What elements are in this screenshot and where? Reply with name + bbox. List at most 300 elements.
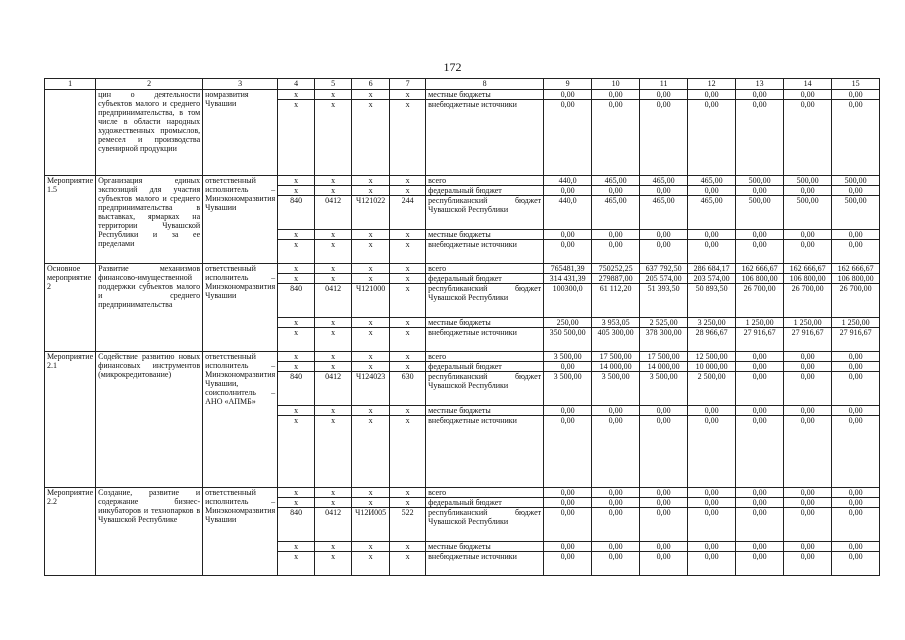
amount-cell: 0,00	[640, 552, 688, 576]
amount-cell: 0,00	[688, 240, 736, 264]
funding-source: внебюджетные источники	[426, 100, 544, 176]
amount-cell: 0,00	[544, 406, 592, 416]
section-code: x	[315, 488, 352, 498]
section-code: x	[315, 416, 352, 488]
amount-cell: 14 000,00	[640, 362, 688, 372]
amount-cell: 637 792,50	[640, 264, 688, 274]
grbs-code: x	[278, 274, 315, 284]
grbs-code: x	[278, 264, 315, 274]
amount-cell: 27 916,67	[736, 328, 784, 352]
expense-type-code: x	[390, 274, 426, 284]
amount-cell: 203 574,00	[688, 274, 736, 284]
amount-cell: 0,00	[688, 498, 736, 508]
column-header: 10	[592, 79, 640, 90]
amount-cell: 0,00	[736, 90, 784, 100]
column-header: 13	[736, 79, 784, 90]
target-code: x	[352, 542, 390, 552]
funding-source: республиканский бюджет Чувашской Республики	[426, 196, 544, 230]
amount-cell: 0,00	[736, 230, 784, 240]
funding-source: местные бюджеты	[426, 230, 544, 240]
amount-cell: 0,00	[592, 488, 640, 498]
amount-cell: 0,00	[784, 352, 832, 362]
amount-cell: 0,00	[736, 416, 784, 488]
amount-cell: 26 700,00	[832, 284, 880, 318]
expense-type-code: x	[390, 328, 426, 352]
expense-type-code: x	[390, 186, 426, 196]
amount-cell: 0,00	[832, 186, 880, 196]
funding-source: всего	[426, 488, 544, 498]
amount-cell: 0,00	[688, 186, 736, 196]
amount-cell: 106 800,00	[736, 274, 784, 284]
expense-type-code: 522	[390, 508, 426, 542]
amount-cell: 0,00	[688, 406, 736, 416]
amount-cell: 0,00	[784, 240, 832, 264]
amount-cell: 0,00	[832, 552, 880, 576]
amount-cell: 465,00	[640, 176, 688, 186]
amount-cell: 1 250,00	[736, 318, 784, 328]
amount-cell: 0,00	[832, 362, 880, 372]
amount-cell: 0,00	[544, 552, 592, 576]
amount-cell: 3 500,00	[592, 372, 640, 406]
expense-type-code: x	[390, 318, 426, 328]
amount-cell: 440,0	[544, 176, 592, 186]
expense-type-code: x	[390, 352, 426, 362]
table-row	[45, 488, 880, 498]
section-code: x	[315, 362, 352, 372]
grbs-code: x	[278, 488, 315, 498]
amount-cell: 106 800,00	[784, 274, 832, 284]
target-code: Ч121022	[352, 196, 390, 230]
amount-cell: 162 666,67	[784, 264, 832, 274]
grbs-code: x	[278, 362, 315, 372]
amount-cell: 0,00	[544, 240, 592, 264]
amount-cell: 500,00	[832, 176, 880, 186]
amount-cell: 500,00	[784, 196, 832, 230]
section-code: 0412	[315, 508, 352, 542]
section-code: x	[315, 176, 352, 186]
amount-cell: 500,00	[736, 176, 784, 186]
grbs-code: x	[278, 542, 315, 552]
amount-cell: 0,00	[544, 100, 592, 176]
expense-type-code: x	[390, 362, 426, 372]
amount-cell: 0,00	[592, 100, 640, 176]
column-header: 9	[544, 79, 592, 90]
amount-cell: 0,00	[784, 542, 832, 552]
table-row	[45, 264, 880, 274]
amount-cell: 0,00	[784, 488, 832, 498]
amount-cell: 0,00	[736, 352, 784, 362]
funding-source: федеральный бюджет	[426, 186, 544, 196]
amount-cell: 205 574,00	[640, 274, 688, 284]
table-body	[45, 90, 880, 576]
expense-type-code: x	[390, 90, 426, 100]
amount-cell: 0,00	[832, 542, 880, 552]
column-header: 4	[278, 79, 315, 90]
funding-source: местные бюджеты	[426, 90, 544, 100]
column-header: 6	[352, 79, 390, 90]
measure-name: Основное мероприятие 2	[45, 264, 96, 352]
amount-cell: 250,00	[544, 318, 592, 328]
amount-cell: 0,00	[832, 230, 880, 240]
amount-cell: 26 700,00	[784, 284, 832, 318]
responsible-executor: ответственный исполнитель – Минэкономразвития Чувашии	[203, 176, 278, 264]
section-code: x	[315, 552, 352, 576]
amount-cell: 0,00	[544, 542, 592, 552]
amount-cell: 0,00	[544, 508, 592, 542]
amount-cell: 0,00	[592, 90, 640, 100]
amount-cell: 500,00	[736, 196, 784, 230]
section-code: x	[315, 406, 352, 416]
funding-source: федеральный бюджет	[426, 498, 544, 508]
amount-cell: 0,00	[688, 488, 736, 498]
column-header: 5	[315, 79, 352, 90]
responsible-executor: ответственный исполнитель – Минэкономразвития Чувашии	[203, 488, 278, 576]
amount-cell: 106 800,00	[832, 274, 880, 284]
target-code: x	[352, 274, 390, 284]
amount-cell: 0,00	[544, 416, 592, 488]
amount-cell: 3 500,00	[640, 372, 688, 406]
amount-cell: 0,00	[784, 406, 832, 416]
section-code: 0412	[315, 284, 352, 318]
amount-cell: 17 500,00	[640, 352, 688, 362]
amount-cell: 0,00	[736, 406, 784, 416]
amount-cell: 0,00	[832, 488, 880, 498]
amount-cell: 0,00	[544, 90, 592, 100]
amount-cell: 0,00	[640, 498, 688, 508]
amount-cell: 100300,0	[544, 284, 592, 318]
target-code: x	[352, 498, 390, 508]
amount-cell: 0,00	[592, 552, 640, 576]
amount-cell: 378 300,00	[640, 328, 688, 352]
measure-name	[45, 90, 96, 176]
section-code: x	[315, 186, 352, 196]
amount-cell: 0,00	[784, 90, 832, 100]
amount-cell: 162 666,67	[832, 264, 880, 274]
amount-cell: 10 000,00	[688, 362, 736, 372]
amount-cell: 0,00	[544, 362, 592, 372]
amount-cell: 0,00	[784, 498, 832, 508]
column-header: 1	[45, 79, 96, 90]
amount-cell: 27 916,67	[784, 328, 832, 352]
amount-cell: 0,00	[832, 498, 880, 508]
amount-cell: 0,00	[592, 542, 640, 552]
amount-cell: 3 953,05	[592, 318, 640, 328]
amount-cell: 0,00	[688, 100, 736, 176]
section-code: 0412	[315, 196, 352, 230]
expense-type-code: x	[390, 498, 426, 508]
amount-cell: 0,00	[640, 508, 688, 542]
amount-cell: 0,00	[640, 230, 688, 240]
column-header: 2	[96, 79, 203, 90]
target-code: x	[352, 406, 390, 416]
section-code: x	[315, 274, 352, 284]
amount-cell: 0,00	[688, 230, 736, 240]
amount-cell: 0,00	[736, 508, 784, 542]
amount-cell: 0,00	[640, 186, 688, 196]
amount-cell: 500,00	[784, 176, 832, 186]
amount-cell: 0,00	[784, 508, 832, 542]
amount-cell: 0,00	[592, 406, 640, 416]
column-header: 8	[426, 79, 544, 90]
amount-cell: 440,0	[544, 196, 592, 230]
column-header: 7	[390, 79, 426, 90]
target-code: x	[352, 318, 390, 328]
funding-source: республиканский бюджет Чувашской Республики	[426, 372, 544, 406]
column-header: 3	[203, 79, 278, 90]
header-row	[45, 79, 880, 90]
grbs-code: x	[278, 186, 315, 196]
amount-cell: 0,00	[544, 488, 592, 498]
amount-cell: 0,00	[544, 230, 592, 240]
target-code: x	[352, 240, 390, 264]
amount-cell: 750252,25	[592, 264, 640, 274]
amount-cell: 0,00	[784, 552, 832, 576]
amount-cell: 28 966,67	[688, 328, 736, 352]
target-code: x	[352, 100, 390, 176]
measure-name: Мероприятие 1.5	[45, 176, 96, 264]
section-code: x	[315, 542, 352, 552]
grbs-code: x	[278, 100, 315, 176]
amount-cell: 0,00	[736, 552, 784, 576]
section-code: x	[315, 498, 352, 508]
funding-source: федеральный бюджет	[426, 362, 544, 372]
amount-cell: 0,00	[640, 488, 688, 498]
amount-cell: 0,00	[592, 186, 640, 196]
amount-cell: 0,00	[640, 416, 688, 488]
grbs-code: x	[278, 328, 315, 352]
amount-cell: 465,00	[592, 176, 640, 186]
amount-cell: 0,00	[784, 186, 832, 196]
measure-name: Мероприятие 2.1	[45, 352, 96, 488]
amount-cell: 3 500,00	[544, 352, 592, 362]
expense-type-code: x	[390, 488, 426, 498]
expense-type-code: x	[390, 284, 426, 318]
responsible-executor: ответственный исполнитель – Минэкономразвития Чувашии	[203, 264, 278, 352]
measure-description: Организация единых экспозиций для участия субъектов малого и среднего предпринимательства в выставках, ярмарках на территории Чувашской Республики и за ее пределами	[96, 176, 203, 264]
amount-cell: 0,00	[736, 542, 784, 552]
amount-cell: 2 525,00	[640, 318, 688, 328]
amount-cell: 0,00	[832, 90, 880, 100]
amount-cell: 0,00	[592, 230, 640, 240]
amount-cell: 0,00	[736, 372, 784, 406]
amount-cell: 465,00	[688, 176, 736, 186]
funding-source: федеральный бюджет	[426, 274, 544, 284]
amount-cell: 0,00	[592, 508, 640, 542]
section-code: x	[315, 90, 352, 100]
target-code: x	[352, 176, 390, 186]
amount-cell: 0,00	[736, 362, 784, 372]
target-code: x	[352, 552, 390, 576]
amount-cell: 0,00	[640, 90, 688, 100]
target-code: x	[352, 328, 390, 352]
grbs-code: x	[278, 552, 315, 576]
amount-cell: 350 500,00	[544, 328, 592, 352]
amount-cell: 0,00	[640, 542, 688, 552]
expense-type-code: x	[390, 100, 426, 176]
amount-cell: 500,00	[832, 196, 880, 230]
expense-type-code: x	[390, 416, 426, 488]
amount-cell: 0,00	[544, 498, 592, 508]
section-code: x	[315, 352, 352, 362]
amount-cell: 314 431,39	[544, 274, 592, 284]
expense-type-code: x	[390, 264, 426, 274]
amount-cell: 0,00	[832, 508, 880, 542]
amount-cell: 0,00	[688, 542, 736, 552]
amount-cell: 0,00	[544, 186, 592, 196]
grbs-code: x	[278, 406, 315, 416]
target-code: x	[352, 488, 390, 498]
amount-cell: 286 684,17	[688, 264, 736, 274]
measure-description: Развитие механизмов финансово-имущественной поддержки субъектов малого и среднего предпринимательства	[96, 264, 203, 352]
grbs-code: x	[278, 90, 315, 100]
funding-source: внебюджетные источники	[426, 552, 544, 576]
measure-description: Создание, развитие и содержание бизнес-инкубаторов и технопарков в Чувашской Республике	[96, 488, 203, 576]
amount-cell: 1 250,00	[832, 318, 880, 328]
target-code: Ч12И005	[352, 508, 390, 542]
amount-cell: 0,00	[688, 552, 736, 576]
column-header: 12	[688, 79, 736, 90]
expense-type-code: x	[390, 176, 426, 186]
target-code: x	[352, 90, 390, 100]
grbs-code: 840	[278, 372, 315, 406]
measure-name: Мероприятие 2.2	[45, 488, 96, 576]
grbs-code: 840	[278, 196, 315, 230]
expense-type-code: x	[390, 240, 426, 264]
funding-source: внебюджетные источники	[426, 416, 544, 488]
page-number: 172	[443, 60, 462, 74]
responsible-executor: ответственный исполнитель – Минэкономразвития Чувашии, соисполнитель – АНО «АПМБ»	[203, 352, 278, 488]
amount-cell: 0,00	[688, 508, 736, 542]
amount-cell: 3 500,00	[544, 372, 592, 406]
amount-cell: 0,00	[784, 100, 832, 176]
grbs-code: x	[278, 416, 315, 488]
grbs-code: 840	[278, 508, 315, 542]
amount-cell: 0,00	[832, 352, 880, 362]
funding-source: внебюджетные источники	[426, 328, 544, 352]
target-code: x	[352, 186, 390, 196]
grbs-code: x	[278, 176, 315, 186]
target-code: Ч124023	[352, 372, 390, 406]
budget-table	[44, 78, 880, 576]
section-code: x	[315, 264, 352, 274]
target-code: x	[352, 362, 390, 372]
funding-source: всего	[426, 264, 544, 274]
amount-cell: 0,00	[592, 498, 640, 508]
funding-source: всего	[426, 176, 544, 186]
table-row	[45, 90, 880, 100]
target-code: x	[352, 416, 390, 488]
target-code: x	[352, 264, 390, 274]
amount-cell: 0,00	[784, 372, 832, 406]
funding-source: местные бюджеты	[426, 542, 544, 552]
amount-cell: 12 500,00	[688, 352, 736, 362]
amount-cell: 465,00	[592, 196, 640, 230]
column-header: 15	[832, 79, 880, 90]
amount-cell: 0,00	[832, 240, 880, 264]
amount-cell: 0,00	[736, 240, 784, 264]
amount-cell: 0,00	[736, 186, 784, 196]
section-code: x	[315, 328, 352, 352]
measure-description: Содействие развитию новых финансовых инструментов (микрокредитование)	[96, 352, 203, 488]
grbs-code: x	[278, 352, 315, 362]
amount-cell: 405 300,00	[592, 328, 640, 352]
amount-cell: 0,00	[688, 90, 736, 100]
funding-source: местные бюджеты	[426, 318, 544, 328]
amount-cell: 0,00	[832, 416, 880, 488]
amount-cell: 0,00	[784, 230, 832, 240]
grbs-code: x	[278, 240, 315, 264]
amount-cell: 0,00	[640, 406, 688, 416]
table-row	[45, 352, 880, 362]
grbs-code: x	[278, 498, 315, 508]
section-code: x	[315, 240, 352, 264]
expense-type-code: 630	[390, 372, 426, 406]
amount-cell: 0,00	[688, 416, 736, 488]
amount-cell: 17 500,00	[592, 352, 640, 362]
target-code: x	[352, 352, 390, 362]
amount-cell: 50 893,50	[688, 284, 736, 318]
amount-cell: 1 250,00	[784, 318, 832, 328]
amount-cell: 61 112,20	[592, 284, 640, 318]
amount-cell: 0,00	[832, 372, 880, 406]
expense-type-code: 244	[390, 196, 426, 230]
grbs-code: 840	[278, 284, 315, 318]
expense-type-code: x	[390, 542, 426, 552]
funding-source: местные бюджеты	[426, 406, 544, 416]
amount-cell: 279887,00	[592, 274, 640, 284]
section-code: x	[315, 318, 352, 328]
amount-cell: 0,00	[736, 100, 784, 176]
amount-cell: 0,00	[832, 406, 880, 416]
amount-cell: 162 666,67	[736, 264, 784, 274]
amount-cell: 0,00	[592, 240, 640, 264]
column-header: 11	[640, 79, 688, 90]
amount-cell: 0,00	[640, 100, 688, 176]
funding-source: всего	[426, 352, 544, 362]
amount-cell: 0,00	[640, 240, 688, 264]
amount-cell: 3 250,00	[688, 318, 736, 328]
section-code: x	[315, 100, 352, 176]
responsible-executor: номразвития Чувашии	[203, 90, 278, 176]
amount-cell: 0,00	[784, 416, 832, 488]
amount-cell: 465,00	[640, 196, 688, 230]
funding-source: внебюджетные источники	[426, 240, 544, 264]
measure-description: цин о деятельности субъектов малого и среднего предпринимательства, в том числе в области народных художественных промыслов, ремесел и производства сувенирной продукции	[96, 90, 203, 176]
amount-cell: 0,00	[736, 498, 784, 508]
expense-type-code: x	[390, 552, 426, 576]
section-code: x	[315, 230, 352, 240]
column-header: 14	[784, 79, 832, 90]
grbs-code: x	[278, 318, 315, 328]
amount-cell: 765481,39	[544, 264, 592, 274]
table-row	[45, 176, 880, 186]
amount-cell: 0,00	[736, 488, 784, 498]
amount-cell: 465,00	[688, 196, 736, 230]
amount-cell: 51 393,50	[640, 284, 688, 318]
expense-type-code: x	[390, 230, 426, 240]
amount-cell: 26 700,00	[736, 284, 784, 318]
expense-type-code: x	[390, 406, 426, 416]
funding-source: республиканский бюджет Чувашской Республики	[426, 508, 544, 542]
amount-cell: 27 916,67	[832, 328, 880, 352]
amount-cell: 2 500,00	[688, 372, 736, 406]
amount-cell: 0,00	[832, 100, 880, 176]
section-code: 0412	[315, 372, 352, 406]
target-code: x	[352, 230, 390, 240]
grbs-code: x	[278, 230, 315, 240]
amount-cell: 14 000,00	[592, 362, 640, 372]
amount-cell: 0,00	[784, 362, 832, 372]
